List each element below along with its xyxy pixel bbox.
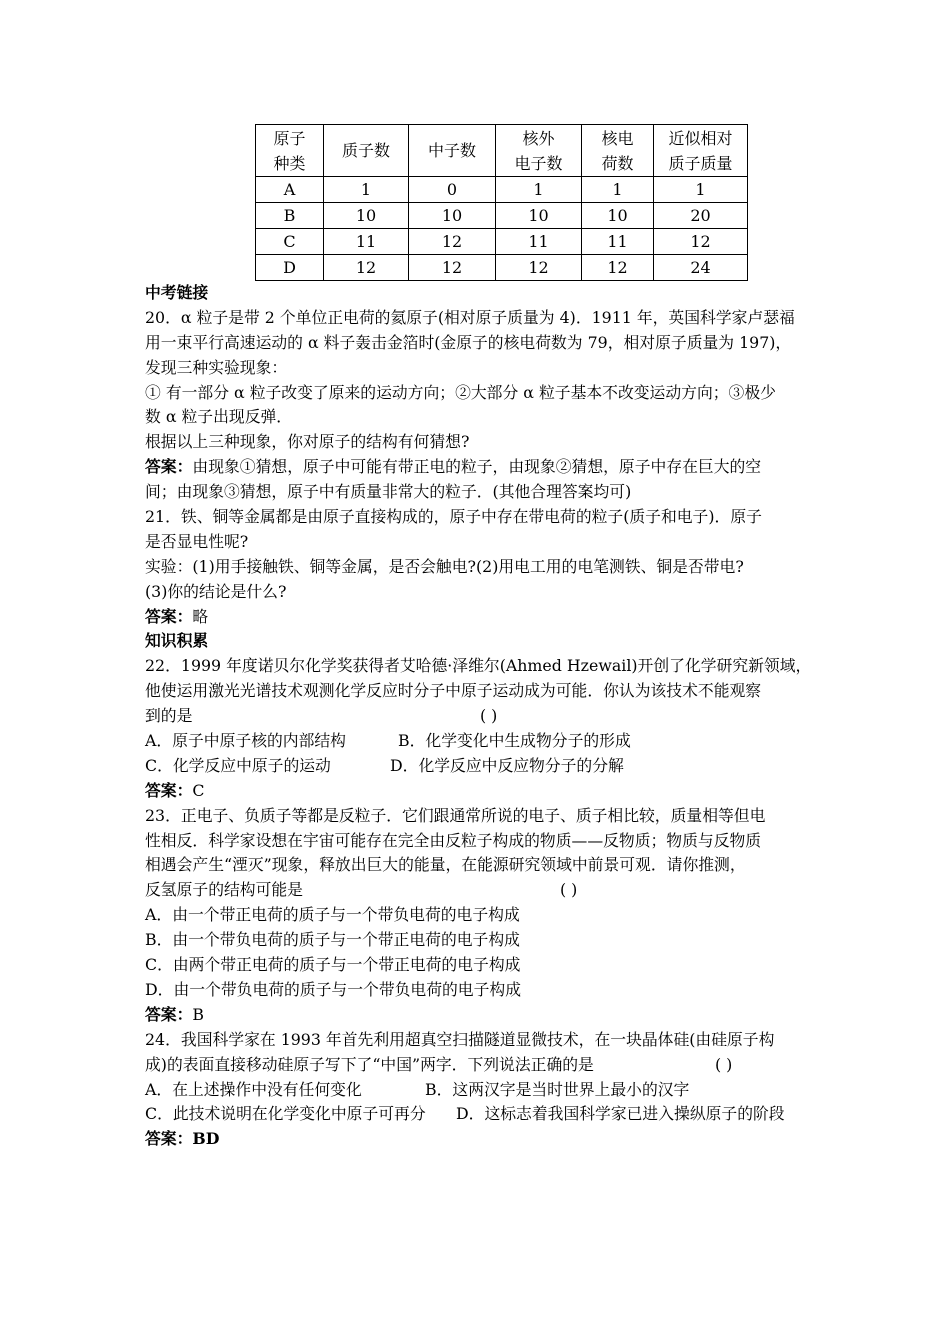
table-header-row: [256, 125, 748, 177]
option-a: A．原子中原子核的内部结构: [145, 731, 346, 751]
answer-line: [145, 1127, 825, 1152]
option-d: D．化学反应中反应物分子的分解: [390, 755, 624, 775]
answer-text: B: [192, 1004, 205, 1024]
option-line: [145, 1078, 825, 1103]
table-cell: 11: [324, 229, 409, 255]
table-row: [256, 177, 748, 203]
header-cell: [324, 125, 409, 177]
header-text: 原子: [273, 128, 306, 148]
option-line: C．由两个带正电荷的质子与一个带正电荷的电子构成: [145, 955, 521, 975]
answer-text: C: [192, 780, 205, 800]
answer-line: 间；由现象③猜想，原子中有质量非常大的粒子．(其他合理答案均可): [145, 482, 632, 502]
option-line: B．由一个带负电荷的质子与一个带正电荷的电子构成: [145, 930, 520, 950]
answer-label: 答案：: [145, 780, 193, 800]
header-text: 中子数: [427, 141, 476, 160]
question-line: 用一束平行高速运动的 α 料子轰击金箔时(金原子的核电荷数为 79，相对原子质量为 197)，: [145, 332, 792, 352]
question-line: (3)你的结论是什么?: [145, 581, 287, 601]
table-cell: 20: [654, 203, 748, 229]
table-cell: C: [256, 229, 324, 255]
question-line: 发现三种实验现象：: [145, 357, 288, 377]
option-line: [145, 729, 825, 754]
question-text: 到的是: [145, 706, 193, 726]
question-text: 反氢原子的结构可能是: [145, 880, 303, 900]
header-text: 荷数: [601, 153, 634, 173]
question-line: 21．铁、铜等金属都是由原子直接构成的，原子中存在带电荷的粒子(质子和电子)．原子: [145, 507, 762, 527]
question-20: [145, 306, 825, 505]
question-line: [145, 878, 825, 903]
table-row: [256, 229, 748, 255]
header-text: 质子数: [341, 141, 390, 160]
question-24: [145, 1028, 825, 1152]
header-cell: [256, 125, 324, 177]
option-line: [145, 1102, 825, 1127]
table-cell: 12: [496, 255, 582, 281]
header-text: 核外: [522, 128, 555, 148]
answer-text: 略: [192, 606, 209, 626]
answer-blank: ( ): [560, 880, 578, 900]
table-cell: 11: [582, 229, 654, 255]
header-cell: [496, 125, 582, 177]
table-cell: A: [256, 177, 324, 203]
question-line: 他使运用激光光谱技术观测化学反应时分子中原子运动成为可能．你认为该技术不能观察: [145, 681, 762, 701]
atom-table: [255, 124, 748, 281]
question-text: 成)的表面直接移动硅原子写下了“中国”两字．下列说法正确的是: [145, 1054, 594, 1074]
question-line: 22．1999 年度诺贝尔化学奖获得者艾哈德·泽维尔(Ahmed Hzewail)开创了化学研究新领域，: [145, 656, 812, 676]
option-d: D．这标志着我国科学家已进入操纵原子的阶段: [456, 1104, 785, 1124]
question-line: 24．我国科学家在 1993 年首先利用超真空扫描隧道显微技术，在一块晶体硅(由硅原子构: [145, 1029, 775, 1049]
option-line: A．由一个带正电荷的质子与一个带负电荷的电子构成: [145, 905, 520, 925]
header-text: 种类: [273, 153, 306, 173]
table-row: [256, 203, 748, 229]
header-cell: [582, 125, 654, 177]
header-cell: [654, 125, 748, 177]
question-line: 相遇会产生“湮灭”现象，释放出巨大的能量，在能源研究领域中前景可观．请你推测，: [145, 855, 746, 875]
header-text: 质子质量: [668, 153, 733, 173]
table-cell: 1: [324, 177, 409, 203]
table-cell: 11: [496, 229, 582, 255]
option-a: A．在上述操作中没有任何变化: [145, 1079, 362, 1099]
table-cell: 12: [582, 255, 654, 281]
option-b: B．这两汉字是当时世界上最小的汉字: [425, 1079, 690, 1099]
question-line: 实验：(1)用手接触铁、铜等金属，是否会触电?(2)用电工用的电笔测铁、铜是否带电?: [145, 556, 744, 576]
question-line: 是否显电性呢?: [145, 531, 249, 551]
question-line: 根据以上三种现象，你对原子的结构有何猜想?: [145, 432, 470, 452]
header-cell: [409, 125, 496, 177]
option-b: B．化学变化中生成物分子的形成: [398, 731, 631, 751]
answer-label: 答案：: [145, 457, 193, 477]
table-cell: 10: [409, 203, 496, 229]
header-text: 电子数: [514, 153, 563, 173]
body-text: [145, 281, 825, 1152]
table-cell: 12: [654, 229, 748, 255]
answer-blank: ( ): [480, 706, 498, 726]
question-line: 性相反．科学家设想在宇宙可能存在完全由反粒子构成的物质——反物质；物质与反物质: [145, 830, 762, 850]
option-c: C．此技术说明在化学变化中原子可再分: [145, 1104, 426, 1124]
option-line: [145, 754, 825, 779]
question-21: [145, 505, 825, 629]
section-heading: 知识积累: [145, 631, 209, 651]
table-cell: 12: [324, 255, 409, 281]
answer-blank: ( ): [715, 1054, 733, 1074]
table-cell: 1: [496, 177, 582, 203]
table-cell: 24: [654, 255, 748, 281]
answer-text: BD: [192, 1129, 220, 1149]
question-line: 23．正电子、负质子等都是反粒子．它们跟通常所说的电子、质子相比较，质量相等但电: [145, 805, 766, 825]
table-cell: 1: [582, 177, 654, 203]
table-cell: 12: [409, 255, 496, 281]
question-line: 数 α 粒子出现反弹．: [145, 407, 293, 427]
header-text: 近似相对: [668, 128, 733, 148]
question-line: 20．α 粒子是带 2 个单位正电荷的氦原子(相对原子质量为 4)．1911 年，英国科学家卢瑟福: [145, 307, 795, 327]
answer-label: 答案：: [145, 606, 193, 626]
table-cell: D: [256, 255, 324, 281]
header-text: 核电: [601, 128, 634, 148]
answer-line: [145, 455, 825, 480]
answer-label: 答案：: [145, 1004, 193, 1024]
table-cell: B: [256, 203, 324, 229]
answer-text: 由现象①猜想，原子中可能有带正电的粒子，由现象②猜想，原子中存在巨大的空: [192, 457, 762, 477]
question-line: [145, 704, 825, 729]
answer-label: 答案：: [145, 1129, 193, 1149]
option-line: D．由一个带负电荷的质子与一个带负电荷的电子构成: [145, 979, 521, 999]
table-cell: 10: [324, 203, 409, 229]
table-cell: 0: [409, 177, 496, 203]
table-row: [256, 255, 748, 281]
question-23: [145, 804, 825, 1028]
answer-line: [145, 605, 825, 630]
question-line: ① 有一部分 α 粒子改变了原来的运动方向；②大部分 α 粒子基本不改变运动方向；③极少: [145, 382, 776, 402]
question-22: [145, 654, 825, 803]
table-cell: 10: [582, 203, 654, 229]
table-cell: 12: [409, 229, 496, 255]
option-c: C．化学反应中原子的运动: [145, 755, 331, 775]
section-heading: 中考链接: [145, 283, 209, 302]
table-cell: 10: [496, 203, 582, 229]
answer-line: [145, 779, 825, 804]
table-cell: 1: [654, 177, 748, 203]
question-line: [145, 1053, 825, 1078]
answer-line: [145, 1003, 825, 1028]
